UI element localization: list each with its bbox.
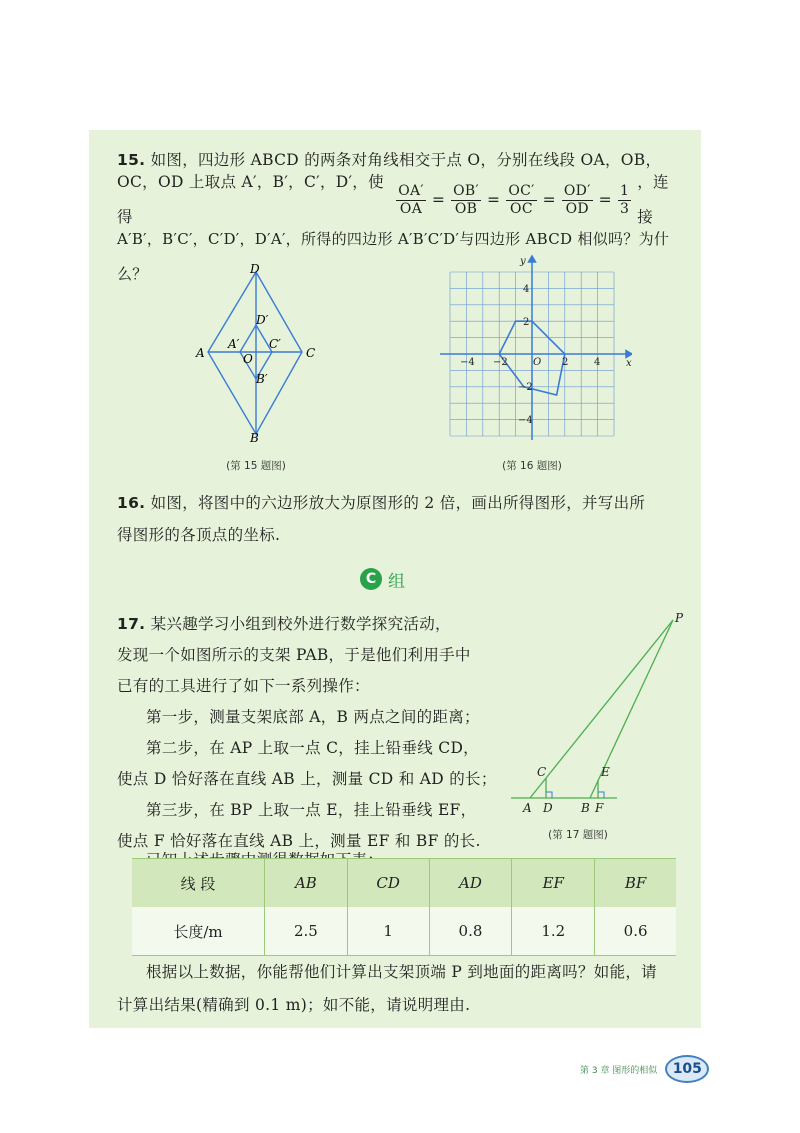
figure-17-caption: (第 17 题图) — [548, 829, 608, 841]
measurement-table — [132, 858, 676, 956]
problem-15-text-2b: ，连接 — [637, 173, 669, 226]
label-d: D — [543, 801, 553, 815]
problem-17-line2: 发现一个如图所示的支架 PAB，于是他们利用手中 — [117, 646, 471, 664]
figure-16-grid — [436, 254, 632, 440]
problem-16-line2: 得图形的各顶点的坐标. — [117, 526, 281, 544]
x-tick-2: 2 — [562, 357, 569, 368]
page-footer — [580, 1056, 709, 1082]
figure-16-caption: (第 16 题图) — [502, 460, 562, 472]
equals-sign: = — [598, 190, 612, 209]
table-cell: 1.2 — [512, 907, 595, 956]
table-row — [132, 907, 676, 956]
table-cell: 0.8 — [429, 907, 512, 956]
problem-17-number: 17. — [117, 615, 146, 633]
x-tick-neg2: −2 — [493, 357, 508, 368]
x-axis-label: x — [626, 358, 632, 369]
problem-17-step2a: 第二步，在 AP 上取一点 C，挂上铅垂线 CD， — [146, 739, 479, 757]
table-header: AB — [265, 859, 348, 908]
label-d-prime: D′ — [256, 313, 269, 327]
problem-15-line3: A′B′，B′C′，C′D′，D′A′，所得的四边形 A′B′C′D′与四边形 ABCD 相似吗？为什么？ — [117, 230, 670, 283]
y-tick-neg4: −4 — [518, 415, 533, 426]
problem-17-line1 — [117, 607, 497, 642]
problem-15-text-2a: OC，OD 上取点 A′，B′，C′，D′，使得 — [117, 173, 384, 226]
table-row-label: 长度/m — [132, 907, 265, 956]
problem-15-text-1: 如图，四边形 ABCD 的两条对角线相交于点 O，分别在线段 OA，OB， — [150, 151, 662, 169]
problem-16-number: 16. — [117, 494, 146, 512]
figure-15-caption: (第 15 题图) — [226, 460, 286, 472]
fraction-oc: $\frac{OC'}{OC}$ — [508, 182, 535, 217]
problem-17-text-1: 某兴趣学习小组到校外进行数学探究活动， — [150, 615, 451, 633]
problem-17-step1: 第一步，测量支架底部 A，B 两点之间的距离； — [146, 708, 480, 726]
group-c-heading — [360, 564, 405, 594]
table-header: CD — [347, 859, 429, 908]
table-cell: 1 — [347, 907, 429, 956]
figure-15-rhombus — [190, 262, 325, 447]
problem-17-line3: 已有的工具进行了如下一系列操作： — [117, 677, 370, 695]
problem-16-line1 — [117, 486, 683, 521]
label-c-prime: C′ — [269, 337, 281, 351]
label-e: E — [601, 765, 610, 779]
axes — [440, 256, 632, 440]
table-header-row — [132, 859, 676, 908]
label-a: A — [523, 801, 532, 815]
problem-16-text-1: 如图，将图中的六边形放大为原图形的 2 倍，画出所得图形，并写出所 — [150, 494, 646, 512]
problem-15-number: 15. — [117, 151, 146, 169]
rhombus-abcd — [208, 272, 302, 434]
fraction-ob: $\frac{OB'}{OB}$ — [453, 182, 480, 217]
y-axis-label: y — [520, 256, 526, 267]
problem-17-closing-2: 计算出结果(精确到 0.1 m)；如不能，请说明理由. — [117, 996, 471, 1014]
table-header: AD — [429, 859, 512, 908]
right-angle-f — [598, 792, 604, 798]
label-c: C — [306, 346, 316, 360]
equals-sign: = — [431, 190, 446, 209]
group-c-title: 组 — [388, 571, 405, 592]
right-angle-d — [546, 792, 552, 798]
x-tick-4: 4 — [594, 357, 601, 368]
problem-17-step3b: 使点 F 恰好落在直线 AB 上，测量 EF 和 BF 的长. — [117, 832, 481, 850]
label-b: B — [250, 431, 259, 445]
table-header: 线 段 — [132, 859, 265, 908]
label-o: O — [243, 352, 253, 366]
y-tick-4: 4 — [523, 284, 530, 295]
fraction-od: $\frac{OD'}{OD}$ — [563, 182, 591, 217]
label-f: F — [595, 801, 604, 815]
label-c: C — [537, 765, 547, 779]
table-header: EF — [512, 859, 595, 908]
equals-sign: = — [542, 190, 556, 209]
chapter-title: 第 3 章 图形的相似 — [580, 1065, 658, 1076]
problem-15-line2 — [117, 173, 683, 226]
label-b-prime: B′ — [256, 372, 268, 386]
problem-17-step3a: 第三步，在 BP 上取一点 E，挂上铅垂线 EF， — [146, 801, 477, 819]
label-d: D — [250, 262, 260, 276]
problem-17-closing-1: 根据以上数据，你能帮他们计算出支架顶端 P 到地面的距离吗？如能，请 — [146, 963, 657, 981]
table-cell: 0.6 — [595, 907, 676, 956]
origin-label: O — [533, 357, 542, 368]
label-p: P — [675, 611, 684, 625]
page-number: 105 — [665, 1055, 709, 1083]
fraction-one-third: $\frac{1}{3}$ — [619, 182, 630, 217]
label-b: B — [581, 801, 590, 815]
figure-17-support — [505, 608, 695, 818]
label-a: A — [196, 346, 205, 360]
y-tick-2: 2 — [523, 317, 530, 328]
group-c-badge: C — [360, 568, 382, 590]
y-tick-neg2: −2 — [518, 382, 533, 393]
label-a-prime: A′ — [228, 337, 240, 351]
table-cell: 2.5 — [265, 907, 348, 956]
table-header: BF — [595, 859, 676, 908]
fraction-oa: $\frac{OA'}{OA}$ — [398, 182, 424, 217]
x-tick-neg4: −4 — [460, 357, 475, 368]
equals-sign: = — [487, 190, 501, 209]
problem-17-step2b: 使点 D 恰好落在直线 AB 上，测量 CD 和 AD 的长； — [117, 770, 497, 788]
